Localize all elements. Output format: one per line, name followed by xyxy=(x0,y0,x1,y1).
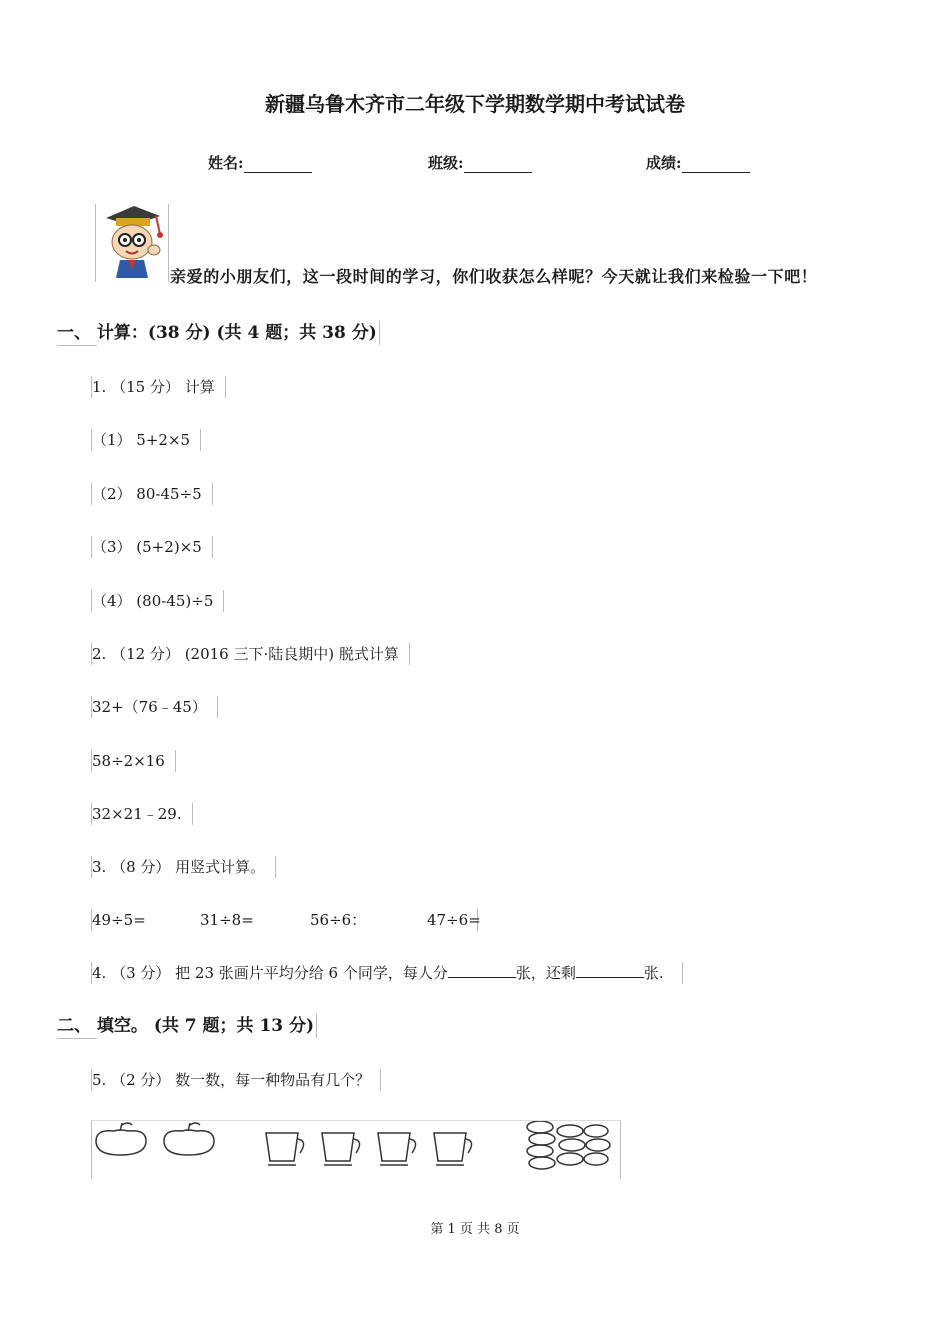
counting-picture-svg xyxy=(92,1121,620,1179)
apple-icon xyxy=(164,1123,214,1155)
equation-4: 47÷6= xyxy=(427,911,481,929)
question-4-suffix: 张. xyxy=(643,964,664,982)
equation-1: 49÷5= xyxy=(92,911,146,929)
question-2-item-1: 32+（76﹣45） xyxy=(91,696,218,718)
question-3-header: 3. （8 分） 用竖式计算。 xyxy=(91,856,276,878)
page-title: 新疆乌鲁木齐市二年级下学期数学期中考试试卷 xyxy=(265,92,685,116)
cup-icon xyxy=(378,1133,416,1165)
answer-blank-1[interactable] xyxy=(448,962,516,978)
question-1-item-4: （4） (80-45)÷5 xyxy=(91,590,224,612)
question-1-item-3: （3） (5+2)×5 xyxy=(91,536,213,558)
section-1-heading: 一、 计算：(38 分) (共 4 题；共 38 分) xyxy=(57,321,380,345)
name-blank[interactable] xyxy=(244,156,312,173)
question-2-item-2: 58÷2×16 xyxy=(91,750,176,772)
question-1-item-2: （2） 80-45÷5 xyxy=(91,483,213,505)
equation-3: 56÷6： xyxy=(310,911,367,929)
mascot-icon xyxy=(96,204,168,282)
cup-icon xyxy=(434,1133,472,1165)
apple-icon xyxy=(96,1123,146,1155)
greeting-text: 亲爱的小朋友们，这一段时间的学习，你们收获怎么样呢？今天就让我们来检验一下吧！ xyxy=(170,267,818,286)
name-label: 姓名: xyxy=(208,154,244,172)
question-4-middle: 张，还剩 xyxy=(515,964,576,982)
question-4 xyxy=(91,962,683,984)
question-1-header: 1. （15 分） 计算 xyxy=(91,376,226,398)
question-5-header: 5. （2 分） 数一数，每一种物品有几个？ xyxy=(91,1069,381,1091)
cup-icon xyxy=(322,1133,360,1165)
class-label: 班级: xyxy=(428,154,464,172)
question-3-equations xyxy=(91,909,481,931)
question-2-item-3: 32×21﹣29. xyxy=(91,803,193,825)
question-1-item-1: （1） 5+2×5 xyxy=(91,429,201,451)
bean-icon xyxy=(527,1121,610,1169)
section-1-rule xyxy=(57,345,97,346)
class-field xyxy=(428,152,532,173)
class-blank[interactable] xyxy=(464,156,532,173)
score-blank[interactable] xyxy=(682,156,750,173)
answer-blank-2[interactable] xyxy=(576,962,644,978)
section-2-rule xyxy=(57,1038,97,1039)
score-field xyxy=(646,152,750,173)
equation-2: 31÷8= xyxy=(200,911,254,929)
score-label: 成绩: xyxy=(646,154,682,172)
counting-picture xyxy=(91,1120,621,1179)
cup-icon xyxy=(266,1133,304,1165)
question-2-header: 2. （12 分） (2016 三下·陆良期中) 脱式计算 xyxy=(91,643,410,665)
page-footer: 第 1 页 共 8 页 xyxy=(430,1222,520,1237)
mascot-image xyxy=(95,204,169,282)
name-field xyxy=(208,152,312,173)
question-4-prefix: 4. （3 分） 把 23 张画片平均分给 6 个同学，每人分 xyxy=(92,964,448,982)
section-2-heading: 二、 填空。 (共 7 题；共 13 分) xyxy=(57,1014,317,1038)
